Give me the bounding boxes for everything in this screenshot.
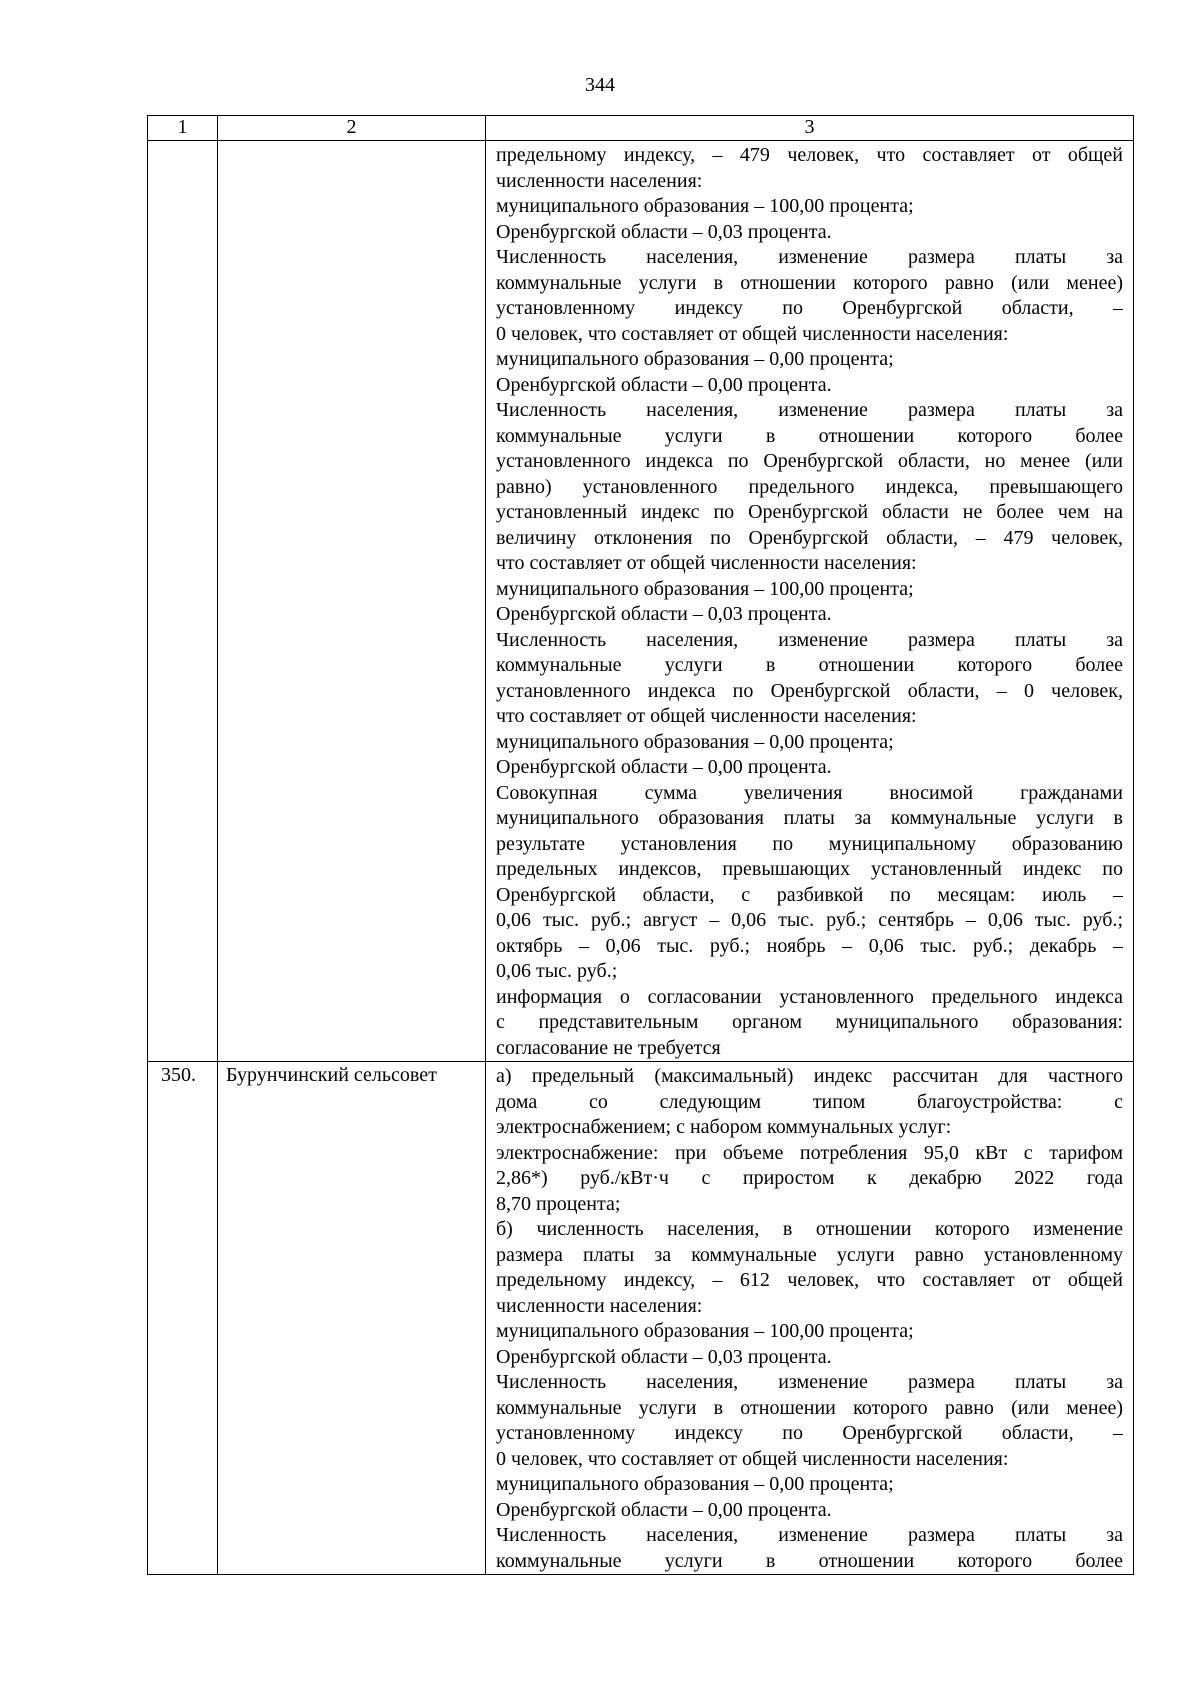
text-line: с представительным органом муниципального образования:	[496, 1011, 1123, 1033]
text-line: коммунальные услуги в отношении которого более	[496, 424, 1123, 447]
text-line: коммунальные услуги в отношении которого равно (или менее)	[496, 271, 1123, 294]
text-line: установленного индекса по Оренбургской области, – 0 человек,	[496, 679, 1123, 702]
text-line: 0 человек, что составляет от общей численности населения:	[496, 1447, 1009, 1470]
row-description	[486, 1062, 1134, 1575]
text-line: Численность населения, изменение размера платы за	[496, 1524, 1123, 1546]
text-line: муниципального образования – 0,00 процента;	[496, 1473, 894, 1495]
text-line: величину отклонения по Оренбургской области, – 479 человек,	[496, 526, 1123, 549]
text-line: Оренбургской области – 0,03 процента.	[496, 220, 832, 243]
text-line: установленному индексу по Оренбургской области, –	[496, 1422, 1123, 1444]
text-line: муниципального образования – 0,00 процента;	[496, 730, 894, 753]
text-line: предельному индексу, – 479 человек, что составляет от общей	[496, 144, 1123, 166]
text-line: коммунальные услуги в отношении которого более	[496, 1549, 1123, 1572]
text-line: установленный индекс по Оренбургской области не более чем на	[496, 501, 1123, 523]
text-line: Оренбургской области – 0,03 процента.	[496, 603, 832, 625]
text-line: Оренбургской области – 0,00 процента.	[496, 756, 832, 778]
text-line: Численность населения, изменение размера платы за	[496, 399, 1123, 421]
text-line: муниципального образования – 100,00 процента;	[496, 1320, 914, 1342]
text-line: установленного индекса по Оренбургской области, но менее (или	[496, 450, 1123, 472]
header-row	[148, 116, 1134, 141]
row-number: 350.	[148, 1062, 218, 1575]
row-description	[486, 141, 1134, 1062]
text-line: муниципального образования – 0,00 процента;	[496, 348, 894, 370]
text-line: 0,06 тыс. руб.;	[496, 960, 618, 982]
page-number: 344	[585, 74, 615, 96]
row-number	[148, 141, 218, 1062]
text-line: равно) установленного предельного индекса, превышающего	[496, 475, 1123, 498]
text-line: октябрь – 0,06 тыс. руб.; ноябрь – 0,06 тыс. руб.; декабрь –	[496, 934, 1123, 957]
text-line: 0 человек, что составляет от общей численности населения:	[496, 322, 1009, 345]
text-line: предельному индексу, – 612 человек, что составляет от общей	[496, 1269, 1123, 1291]
text-line: результате установления по муниципальному образованию	[496, 832, 1123, 855]
text-line: муниципального образования – 100,00 процента;	[496, 577, 914, 600]
municipality-name: Бурунчинский сельсовет	[218, 1062, 486, 1575]
text-line: дома со следующим типом благоустройства: с	[496, 1090, 1123, 1113]
text-line: 2,86*) руб./кВт·ч с приростом к декабрю 2022 года	[496, 1167, 1123, 1189]
text-line: установленному индексу по Оренбургской области, –	[496, 297, 1123, 319]
text-line: Численность населения, изменение размера платы за	[496, 628, 1123, 651]
text-line: коммунальные услуги в отношении которого равно (или менее)	[496, 1396, 1123, 1419]
table-row	[148, 1062, 1134, 1575]
text-line: муниципального образования платы за коммунальные услуги в	[496, 807, 1123, 829]
text-line: Численность населения, изменение размера платы за	[496, 1371, 1123, 1393]
table-row	[148, 141, 1134, 1062]
text-line: численности населения:	[496, 1294, 703, 1317]
text-line: численности населения:	[496, 169, 703, 192]
header-col-3: 3	[486, 116, 1134, 141]
text-line: предельных индексов, превышающих установленный индекс по	[496, 858, 1123, 880]
header-col-1: 1	[148, 116, 218, 141]
text-line: Оренбургской области – 0,03 процента.	[496, 1345, 832, 1368]
data-table	[147, 115, 1134, 1575]
municipality-name	[218, 141, 486, 1062]
text-line: согласование не требуется	[496, 1036, 721, 1059]
text-line: информация о согласовании установленного предельного индекса	[496, 985, 1123, 1008]
text-line: Численность населения, изменение размера платы за	[496, 246, 1123, 268]
text-line: Оренбургской области, с разбивкой по месяцам: июль –	[496, 883, 1123, 906]
header-col-2: 2	[218, 116, 486, 141]
text-line: размера платы за коммунальные услуги равно установленному	[496, 1243, 1123, 1266]
text-line: Оренбургской области – 0,00 процента.	[496, 373, 832, 396]
text-line: 8,70 процента;	[496, 1192, 621, 1215]
text-line: Оренбургской области – 0,00 процента.	[496, 1498, 832, 1521]
text-line: коммунальные услуги в отношении которого более	[496, 654, 1123, 676]
text-line: а) предельный (максимальный) индекс рассчитан для частного	[496, 1065, 1123, 1087]
text-line: муниципального образования – 100,00 процента;	[496, 195, 914, 217]
text-line: электроснабжением; с набором коммунальных услуг:	[496, 1116, 952, 1138]
text-line: б) численность населения, в отношении которого изменение	[496, 1218, 1123, 1240]
text-line: электроснабжение: при объеме потребления 95,0 кВт с тарифом	[496, 1141, 1123, 1164]
text-line: что составляет от общей численности населения:	[496, 705, 917, 727]
text-line: 0,06 тыс. руб.; август – 0,06 тыс. руб.; сентябрь – 0,06 тыс. руб.;	[496, 909, 1123, 931]
text-line: что составляет от общей численности населения:	[496, 552, 917, 574]
text-line: Совокупная сумма увеличения вносимой гражданами	[496, 781, 1123, 804]
